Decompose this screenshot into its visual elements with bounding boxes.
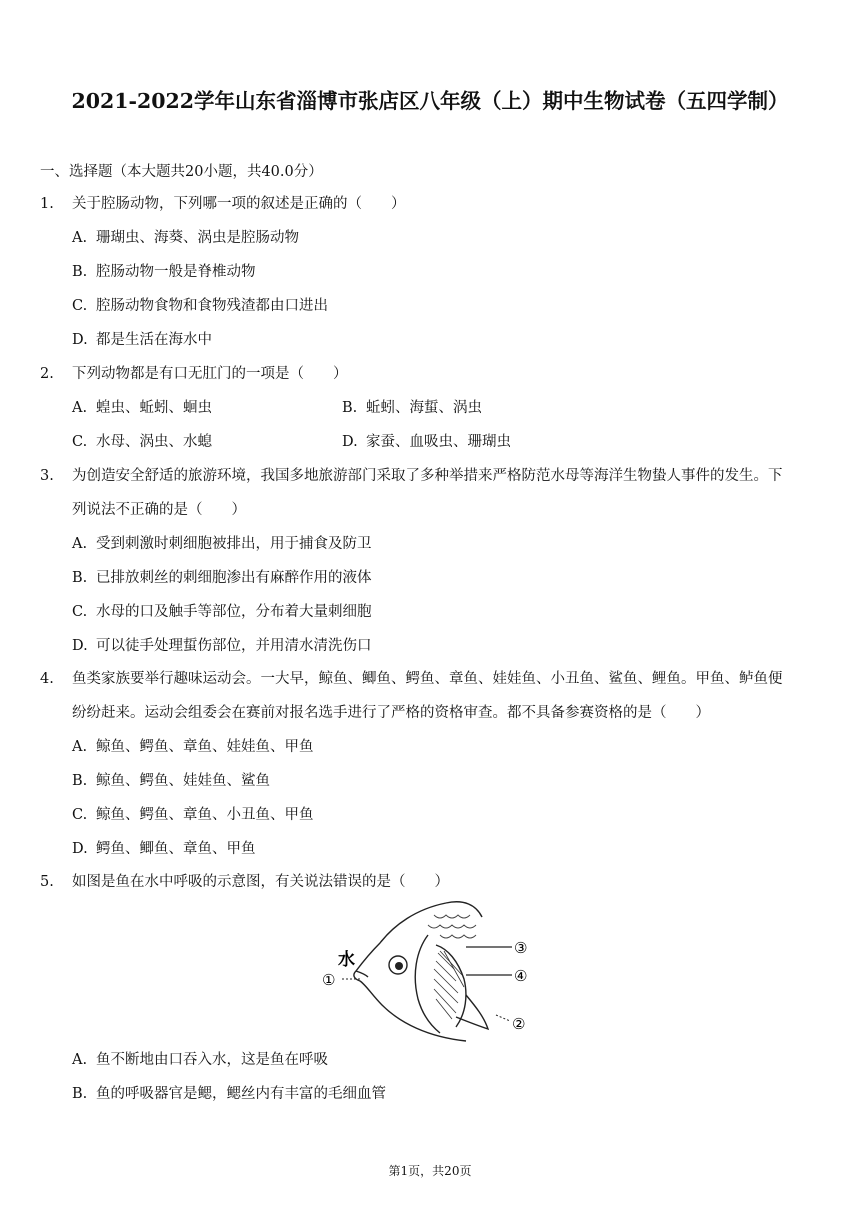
question-stem-cont: 列说法不正确的是（ ） <box>72 502 246 518</box>
option-a: A. 受到刺激时刺细胞被排出，用于捕食及防卫 <box>72 536 372 552</box>
option-c: C. 水母的口及触手等部位，分布着大量刺细胞 <box>72 604 372 620</box>
option-d: D. 都是生活在海水中 <box>72 332 212 348</box>
option-c: C. 水母、涡虫、水螅 <box>72 434 212 450</box>
fish-breathing-diagram <box>316 895 546 1043</box>
option-b: B. 蚯蚓、海蜇、涡虫 <box>342 400 482 416</box>
question-number: 4. <box>40 671 54 687</box>
option-b: B. 鱼的呼吸器官是鳃，鳃丝内有丰富的毛细血管 <box>72 1086 386 1102</box>
option-a: A. 蝗虫、蚯蚓、蛔虫 <box>72 400 212 416</box>
option-a: A. 珊瑚虫、海葵、涡虫是腔肠动物 <box>72 230 299 246</box>
option-b: B. 腔肠动物一般是脊椎动物 <box>72 264 256 280</box>
label-3: ③ <box>514 939 528 957</box>
option-a: A. 鱼不断地由口吞入水，这是鱼在呼吸 <box>72 1052 328 1068</box>
question-number: 5. <box>40 874 54 890</box>
question-stem: 为创造安全舒适的旅游环境，我国多地旅游部门采取了多种举措来严格防范水母等海洋生物蛰人事件的发生。下 <box>72 468 783 484</box>
option-b: B. 已排放刺丝的刺细胞渗出有麻醉作用的液体 <box>72 570 372 586</box>
option-d: D. 家蚕、血吸虫、珊瑚虫 <box>342 434 511 450</box>
question-number: 3. <box>40 468 54 484</box>
question-stem: 关于腔肠动物，下列哪一项的叙述是正确的（ ） <box>72 196 406 212</box>
option-c: C. 鲸鱼、鳄鱼、章鱼、小丑鱼、甲鱼 <box>72 807 314 823</box>
option-d: D. 可以徒手处理蜇伤部位，并用清水清洗伤口 <box>72 638 372 654</box>
question-number: 2. <box>40 366 54 382</box>
question-number: 1. <box>40 196 54 212</box>
question-stem: 下列动物都是有口无肛门的一项是（ ） <box>72 366 348 382</box>
question-stem-cont: 纷纷赶来。运动会组委会在赛前对报名选手进行了严格的资格审查。都不具备参赛资格的是（ ） <box>72 705 710 721</box>
option-b: B. 鲸鱼、鳄鱼、娃娃鱼、鲨鱼 <box>72 773 270 789</box>
option-a: A. 鲸鱼、鳄鱼、章鱼、娃娃鱼、甲鱼 <box>72 739 314 755</box>
question-stem: 鱼类家族要举行趣味运动会。一大早，鲸鱼、鲫鱼、鳄鱼、章鱼、娃娃鱼、小丑鱼、鲨鱼、鲤鱼。甲鱼、鲈鱼便 <box>72 671 783 687</box>
label-4: ④ <box>514 967 528 985</box>
option-c: C. 腔肠动物食物和食物残渣都由口进出 <box>72 298 328 314</box>
page-footer: 第1页，共20页 <box>388 1164 472 1178</box>
water-label: 水 <box>338 950 355 970</box>
option-d: D. 鳄鱼、鲫鱼、章鱼、甲鱼 <box>72 841 256 857</box>
question-stem: 如图是鱼在水中呼吸的示意图，有关说法错误的是（ ） <box>72 874 449 890</box>
page-title: 2021-2022学年山东省淄博市张店区八年级（上）期中生物试卷（五四学制） <box>71 89 789 113</box>
label-1: ① <box>322 971 336 989</box>
label-2: ② <box>512 1015 526 1033</box>
section-heading: 一、选择题（本大题共20小题，共40.0分） <box>40 164 323 180</box>
